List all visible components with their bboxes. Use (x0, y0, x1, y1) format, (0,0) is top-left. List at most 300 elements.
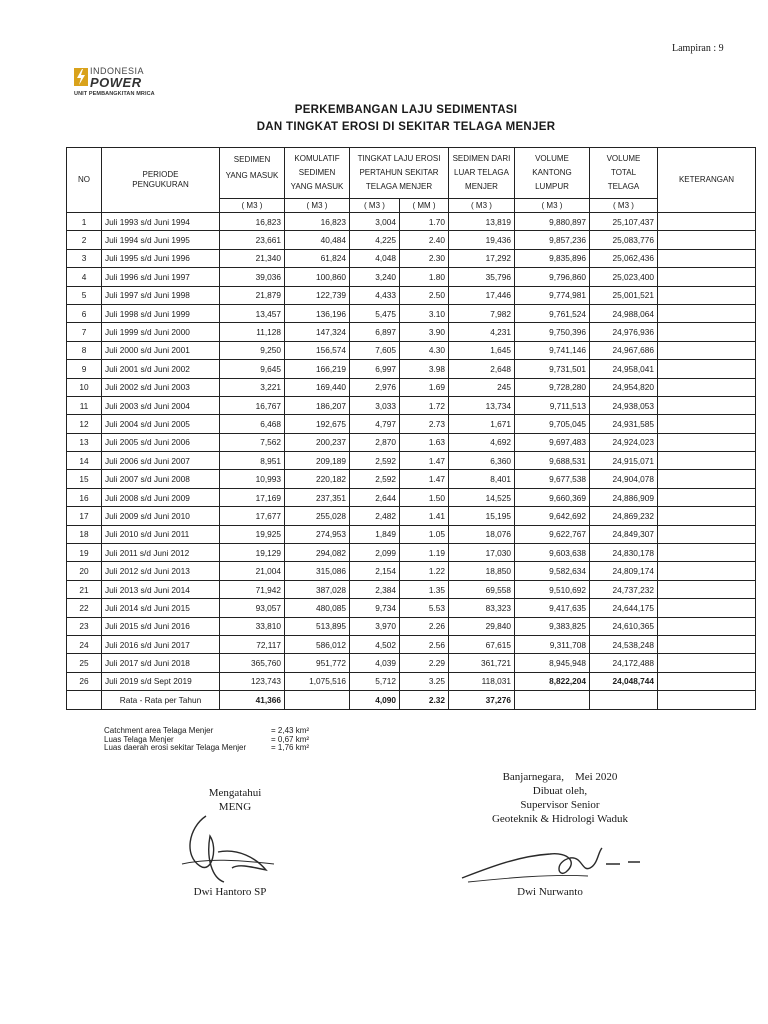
table-cell: 12 (67, 415, 102, 433)
table-cell: 9,734 (350, 599, 400, 617)
table-cell: 9,417,635 (515, 599, 590, 617)
table-cell: Juli 1993 s/d Juni 1994 (102, 213, 220, 231)
table-cell: 951,772 (285, 654, 350, 672)
header-sedimen-luar: SEDIMEN DARI LUAR TELAGA MENJER (449, 148, 515, 199)
table-cell: 2,592 (350, 470, 400, 488)
table-cell: 10,993 (220, 470, 285, 488)
table-cell: 93,057 (220, 599, 285, 617)
table-cell: 9,660,369 (515, 488, 590, 506)
table-cell: 3,004 (350, 213, 400, 231)
table-row (67, 231, 756, 249)
signature-right-mark (458, 838, 648, 884)
table-cell: 11,128 (220, 323, 285, 341)
table-cell: 480,085 (285, 599, 350, 617)
table-cell: 9,774,981 (515, 286, 590, 304)
table-cell: 6 (67, 304, 102, 322)
table-row (67, 378, 756, 396)
table-cell: 2 (67, 231, 102, 249)
table-cell: 16,767 (220, 396, 285, 414)
table-cell: 11 (67, 396, 102, 414)
table-cell: 9,857,236 (515, 231, 590, 249)
header-kumulatif: KOMULATIF SEDIMEN YANG MASUK (285, 148, 350, 199)
table-cell: 200,237 (285, 433, 350, 451)
table-cell: 13,819 (449, 213, 515, 231)
table-cell: 9,697,483 (515, 433, 590, 451)
table-cell: 1.69 (400, 378, 449, 396)
note-luas-erosi: Luas daerah erosi sekitar Telaga Menjer = 1,76 km² (104, 743, 310, 753)
average-row (67, 691, 756, 709)
table-cell: 2.40 (400, 231, 449, 249)
document-title-line2: DAN TINGKAT EROSI DI SEKITAR TELAGA MENJER (256, 121, 556, 133)
table-cell: 35,796 (449, 268, 515, 286)
table-cell: 245 (449, 378, 515, 396)
table-cell: 2,154 (350, 562, 400, 580)
table-cell: 3.10 (400, 304, 449, 322)
table-cell: 209,189 (285, 452, 350, 470)
table-cell: 18 (67, 525, 102, 543)
average-sedimen-luar: 37,276 (449, 691, 515, 709)
table-cell: Juli 2006 s/d Juni 2007 (102, 452, 220, 470)
keterangan-cell (658, 617, 756, 635)
table-cell: 586,012 (285, 635, 350, 653)
table-cell: Juli 2015 s/d Juni 2016 (102, 617, 220, 635)
table-cell: 21 (67, 580, 102, 598)
table-row (67, 396, 756, 414)
table-cell: 3.90 (400, 323, 449, 341)
table-cell: 9,645 (220, 360, 285, 378)
unit-sedimen-luar: ( M3 ) (449, 199, 515, 213)
table-cell: 169,440 (285, 378, 350, 396)
table-cell: 3.25 (400, 672, 449, 690)
table-cell: 24,048,744 (590, 672, 658, 690)
table-cell: 255,028 (285, 507, 350, 525)
table-cell: 1.63 (400, 433, 449, 451)
average-sedimen-masuk: 41,366 (220, 691, 285, 709)
table-cell: 24,924,023 (590, 433, 658, 451)
unit-kumulatif: ( M3 ) (285, 199, 350, 213)
table-cell: 33,810 (220, 617, 285, 635)
table-cell: 24,737,232 (590, 580, 658, 598)
logo-text-indonesia: INDONESIA (90, 66, 145, 76)
keterangan-cell (658, 544, 756, 562)
header-volume-total: VOLUME TOTAL TELAGA (590, 148, 658, 199)
table-row (67, 562, 756, 580)
table-cell: 2.73 (400, 415, 449, 433)
table-cell: 1.80 (400, 268, 449, 286)
keterangan-cell (658, 304, 756, 322)
table-cell: Juli 2009 s/d Juni 2010 (102, 507, 220, 525)
table-cell: 8,951 (220, 452, 285, 470)
table-cell: 19,436 (449, 231, 515, 249)
keterangan-cell (658, 672, 756, 690)
table-cell: 1.70 (400, 213, 449, 231)
table-cell: 20 (67, 562, 102, 580)
table-cell: 13 (67, 433, 102, 451)
table-cell: 9,677,538 (515, 470, 590, 488)
table-cell: Juli 1999 s/d Juni 2000 (102, 323, 220, 341)
table-cell: 19,129 (220, 544, 285, 562)
table-cell: 1.22 (400, 562, 449, 580)
table-cell: 24,988,064 (590, 304, 658, 322)
table-cell: 9,250 (220, 341, 285, 359)
table-cell: Juli 2005 s/d Juni 2006 (102, 433, 220, 451)
table-cell: 24,869,232 (590, 507, 658, 525)
table-cell: 15,195 (449, 507, 515, 525)
table-cell: 192,675 (285, 415, 350, 433)
table-cell: Juli 2012 s/d Juni 2013 (102, 562, 220, 580)
table-cell: 72,117 (220, 635, 285, 653)
table-row (67, 286, 756, 304)
table-cell: 2.56 (400, 635, 449, 653)
table-cell: 25,001,521 (590, 286, 658, 304)
table-cell: 24,830,178 (590, 544, 658, 562)
table-cell: Juli 2000 s/d Juni 2001 (102, 341, 220, 359)
table-cell: Juli 2008 s/d Juni 2009 (102, 488, 220, 506)
table-row (67, 213, 756, 231)
lampiran-label: Lampiran : 9 (672, 43, 724, 54)
table-cell: 315,086 (285, 562, 350, 580)
average-laju-mm: 2.32 (400, 691, 449, 709)
table-cell: 19,925 (220, 525, 285, 543)
table-cell: 1.41 (400, 507, 449, 525)
sedimentation-table (66, 147, 756, 710)
table-cell: 100,860 (285, 268, 350, 286)
unit-sedimen-masuk: ( M3 ) (220, 199, 285, 213)
table-row (67, 249, 756, 267)
header-no: NO (67, 148, 102, 213)
table-cell: 9,731,501 (515, 360, 590, 378)
table-cell: 13,734 (449, 396, 515, 414)
table-cell: 9,705,045 (515, 415, 590, 433)
table-cell: 24,538,248 (590, 635, 658, 653)
table-cell: 2,384 (350, 580, 400, 598)
table-cell: 4.30 (400, 341, 449, 359)
table-cell: 147,324 (285, 323, 350, 341)
note-catchment: Catchment area Telaga Menjer = 2,43 km² (104, 726, 310, 735)
keterangan-cell (658, 599, 756, 617)
table-cell: 17,677 (220, 507, 285, 525)
table-cell: 118,031 (449, 672, 515, 690)
table-cell: Juli 2014 s/d Juni 2015 (102, 599, 220, 617)
header-volume-kantong: VOLUME KANTONG LUMPUR (515, 148, 590, 199)
table-cell: 18,850 (449, 562, 515, 580)
keterangan-cell (658, 635, 756, 653)
table-cell: 1.72 (400, 396, 449, 414)
table-cell: 17,169 (220, 488, 285, 506)
table-cell: 5,712 (350, 672, 400, 690)
table-cell: 21,879 (220, 286, 285, 304)
table-cell: 16,823 (285, 213, 350, 231)
table-cell: 136,196 (285, 304, 350, 322)
table-cell: 513,895 (285, 617, 350, 635)
signature-block-right (475, 770, 645, 826)
table-row (67, 654, 756, 672)
unit-laju-m3: ( M3 ) (350, 199, 400, 213)
table-cell: 2.29 (400, 654, 449, 672)
table-cell: 71,942 (220, 580, 285, 598)
unit-volume-kantong: ( M3 ) (515, 199, 590, 213)
keterangan-cell (658, 360, 756, 378)
table-cell: 40,484 (285, 231, 350, 249)
table-cell: 21,004 (220, 562, 285, 580)
table-cell: 29,840 (449, 617, 515, 635)
keterangan-cell (658, 213, 756, 231)
table-cell: Juli 2019 s/d Sept 2019 (102, 672, 220, 690)
table-cell: Juli 1995 s/d Juni 1996 (102, 249, 220, 267)
table-cell: 16,823 (220, 213, 285, 231)
table-row (67, 360, 756, 378)
table-cell: 19 (67, 544, 102, 562)
logo-text-unit: UNIT PEMBANGKITAN MRICA (74, 91, 155, 97)
table-cell: 24,172,488 (590, 654, 658, 672)
table-cell: Juli 2017 s/d Juni 2018 (102, 654, 220, 672)
signature-left-mark (178, 808, 288, 884)
unit-volume-total: ( M3 ) (590, 199, 658, 213)
table-row (67, 635, 756, 653)
keterangan-cell (658, 378, 756, 396)
keterangan-cell (658, 470, 756, 488)
table-cell: 7,562 (220, 433, 285, 451)
table-cell: 3 (67, 249, 102, 267)
table-cell: Juli 2002 s/d Juni 2003 (102, 378, 220, 396)
table-cell: 9,711,513 (515, 396, 590, 414)
table-cell: 25,023,400 (590, 268, 658, 286)
keterangan-cell (658, 286, 756, 304)
table-cell: 24,954,820 (590, 378, 658, 396)
table-cell: 8,401 (449, 470, 515, 488)
unit-laju-mm: ( MM ) (400, 199, 449, 213)
table-cell: 1.19 (400, 544, 449, 562)
table-cell: 2.26 (400, 617, 449, 635)
table-cell: 7 (67, 323, 102, 341)
table-cell: 3.98 (400, 360, 449, 378)
table-cell: 5.53 (400, 599, 449, 617)
table-cell: Juli 2013 s/d Juni 2014 (102, 580, 220, 598)
table-cell: 387,028 (285, 580, 350, 598)
table-cell: 5 (67, 286, 102, 304)
table-row (67, 525, 756, 543)
average-label: Rata - Rata per Tahun (102, 691, 220, 709)
table-cell: 9,761,524 (515, 304, 590, 322)
table-cell: 17,446 (449, 286, 515, 304)
table-cell: 2,482 (350, 507, 400, 525)
table-cell: 3,240 (350, 268, 400, 286)
table-cell: 23,661 (220, 231, 285, 249)
table-cell: 274,953 (285, 525, 350, 543)
table-cell: 9,622,767 (515, 525, 590, 543)
keterangan-cell (658, 231, 756, 249)
table-cell: 7,982 (449, 304, 515, 322)
table-cell: 4,039 (350, 654, 400, 672)
table-cell: 24,904,078 (590, 470, 658, 488)
table-cell: 9,796,860 (515, 268, 590, 286)
table-row (67, 341, 756, 359)
table-cell: 4,048 (350, 249, 400, 267)
table-cell: 9,880,897 (515, 213, 590, 231)
table-cell: Juli 1997 s/d Juni 1998 (102, 286, 220, 304)
table-cell: Juli 2004 s/d Juni 2005 (102, 415, 220, 433)
keterangan-cell (658, 268, 756, 286)
table-cell: 10 (67, 378, 102, 396)
table-cell: Juli 2016 s/d Juni 2017 (102, 635, 220, 653)
keterangan-cell (658, 488, 756, 506)
table-cell: 9,688,531 (515, 452, 590, 470)
keterangan-cell (658, 654, 756, 672)
logo-text-power: POWER (90, 75, 142, 90)
table-cell: 3,970 (350, 617, 400, 635)
table-cell: 1.47 (400, 452, 449, 470)
table-row (67, 488, 756, 506)
table-row (67, 323, 756, 341)
sig-right-made-by: Dibuat oleh, (532, 785, 588, 797)
table-cell: 24,886,909 (590, 488, 658, 506)
table-cell: 24 (67, 635, 102, 653)
table-cell: 15 (67, 470, 102, 488)
table-cell: 2,592 (350, 452, 400, 470)
table-cell: 4,797 (350, 415, 400, 433)
table-cell: 17,292 (449, 249, 515, 267)
table-cell: 361,721 (449, 654, 515, 672)
table-row (67, 544, 756, 562)
keterangan-cell (658, 341, 756, 359)
table-cell: 4,225 (350, 231, 400, 249)
table-cell: 166,219 (285, 360, 350, 378)
table-cell: 21,340 (220, 249, 285, 267)
table-cell: Juli 2010 s/d Juni 2011 (102, 525, 220, 543)
table-cell: 9 (67, 360, 102, 378)
table-row (67, 268, 756, 286)
table-cell: 4 (67, 268, 102, 286)
table-cell: 2,644 (350, 488, 400, 506)
table-cell: 24,931,585 (590, 415, 658, 433)
table-row (67, 672, 756, 690)
keterangan-cell (658, 562, 756, 580)
keterangan-cell (658, 507, 756, 525)
table-cell: 8,822,204 (515, 672, 590, 690)
table-row (67, 599, 756, 617)
table-cell: 24,915,071 (590, 452, 658, 470)
table-cell: 17,030 (449, 544, 515, 562)
table-cell: 14 (67, 452, 102, 470)
table-cell: 3,033 (350, 396, 400, 414)
table-cell: 186,207 (285, 396, 350, 414)
table-cell: 22 (67, 599, 102, 617)
table-cell: 2,976 (350, 378, 400, 396)
table-cell: 2.50 (400, 286, 449, 304)
table-cell: 39,036 (220, 268, 285, 286)
table-cell: 2,648 (449, 360, 515, 378)
company-logo (74, 66, 194, 102)
table-cell: 25,107,437 (590, 213, 658, 231)
table-cell: 122,739 (285, 286, 350, 304)
table-cell: Juli 1996 s/d Juni 1997 (102, 268, 220, 286)
header-periode: PERIODE PENGUKURAN (102, 148, 220, 213)
table-cell: 365,760 (220, 654, 285, 672)
table-cell: 1,671 (449, 415, 515, 433)
table-cell: 9,383,825 (515, 617, 590, 635)
table-cell: 24,976,936 (590, 323, 658, 341)
table-cell: 123,743 (220, 672, 285, 690)
table-cell: 2,870 (350, 433, 400, 451)
area-notes (104, 727, 309, 753)
average-laju-m3: 4,090 (350, 691, 400, 709)
table-row (67, 470, 756, 488)
table-cell: 6,468 (220, 415, 285, 433)
table-cell: Juli 2003 s/d Juni 2004 (102, 396, 220, 414)
table-cell: 26 (67, 672, 102, 690)
document-title-line1: PERKEMBANGAN LAJU SEDIMENTASI (294, 104, 518, 116)
table-cell: 9,750,396 (515, 323, 590, 341)
table-cell: 8,945,948 (515, 654, 590, 672)
header-keterangan: KETERANGAN (658, 148, 756, 213)
table-body (67, 213, 756, 691)
table-cell: Juli 2001 s/d Juni 2002 (102, 360, 220, 378)
lightning-icon (74, 68, 88, 86)
table-cell: 17 (67, 507, 102, 525)
table-cell: 9,741,146 (515, 341, 590, 359)
table-row (67, 507, 756, 525)
table-cell: 18,076 (449, 525, 515, 543)
table-cell: 25 (67, 654, 102, 672)
table-row (67, 452, 756, 470)
table-cell: 7,605 (350, 341, 400, 359)
table-cell: 1,645 (449, 341, 515, 359)
table-cell: 24,849,307 (590, 525, 658, 543)
table-cell: 2,099 (350, 544, 400, 562)
table-cell: Juli 1998 s/d Juni 1999 (102, 304, 220, 322)
table-cell: 9,311,708 (515, 635, 590, 653)
table-cell: 23 (67, 617, 102, 635)
table-cell: 1.35 (400, 580, 449, 598)
table-cell: 24,644,175 (590, 599, 658, 617)
sig-left-name: Dwi Hantoro SP (193, 886, 267, 898)
table-cell: 24,610,365 (590, 617, 658, 635)
table-cell: 237,351 (285, 488, 350, 506)
table-cell: 2.30 (400, 249, 449, 267)
table-cell: 1.05 (400, 525, 449, 543)
table-cell: 13,457 (220, 304, 285, 322)
keterangan-cell (658, 452, 756, 470)
table-cell: 25,062,436 (590, 249, 658, 267)
table-cell: 61,824 (285, 249, 350, 267)
table-cell: 9,728,280 (515, 378, 590, 396)
table-row (67, 433, 756, 451)
table-cell: 1 (67, 213, 102, 231)
table-cell: 9,582,634 (515, 562, 590, 580)
table-cell: 9,510,692 (515, 580, 590, 598)
sig-right-name: Dwi Nurwanto (517, 886, 583, 898)
table-cell: 1.47 (400, 470, 449, 488)
table-cell: 83,323 (449, 599, 515, 617)
sig-left-title: Mengatahui (208, 787, 262, 799)
table-cell: 6,897 (350, 323, 400, 341)
keterangan-cell (658, 396, 756, 414)
table-cell: 24,809,174 (590, 562, 658, 580)
table-cell: 6,360 (449, 452, 515, 470)
table-row (67, 415, 756, 433)
table-cell: 16 (67, 488, 102, 506)
header-sedimen-masuk: SEDIMEN YANG MASUK (220, 148, 285, 199)
table-cell: 3,221 (220, 378, 285, 396)
table-cell: 25,083,776 (590, 231, 658, 249)
table-cell: 4,502 (350, 635, 400, 653)
table-cell: 294,082 (285, 544, 350, 562)
table-row (67, 304, 756, 322)
table-cell: 9,603,638 (515, 544, 590, 562)
table-row (67, 617, 756, 635)
table-cell: 4,692 (449, 433, 515, 451)
keterangan-cell (658, 525, 756, 543)
